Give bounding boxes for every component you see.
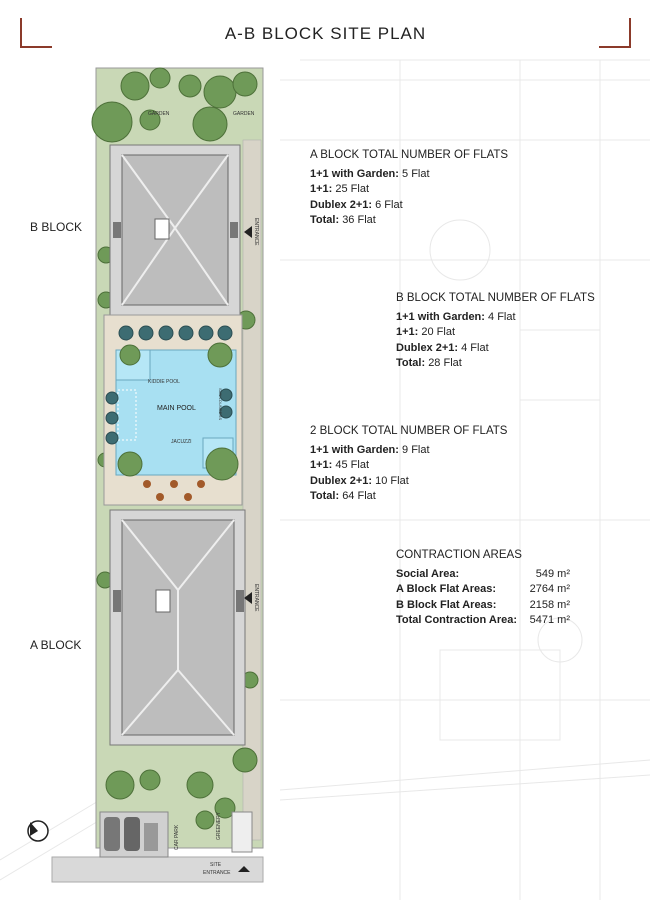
row-label: Total: (310, 490, 340, 502)
row-value: 10 Flat (375, 474, 409, 487)
garden-label-right: GARDEN (233, 111, 255, 117)
row-label: 1+1 with Garden: (310, 443, 399, 456)
row-label: Total: (396, 357, 426, 369)
garden-label-left: GARDEN (148, 111, 170, 117)
row-value: 64 Flat (342, 490, 376, 502)
kiddie-pool-label: KIDDIE POOL (148, 379, 180, 385)
area-value: 549 m² (535, 567, 570, 580)
page-title: A-B BLOCK SITE PLAN (224, 24, 427, 43)
sun-loungers-label: SUN LOUNGERS (218, 388, 223, 421)
row-label: Dublex 2+1: (310, 198, 373, 211)
a-block-heading: A BLOCK TOTAL NUMBER OF FLATS (310, 149, 509, 161)
a-block-info (310, 148, 508, 229)
entrance-label-b: ENTRANCE (253, 218, 259, 246)
row-value: 28 Flat (428, 357, 462, 369)
row-label: Total: (310, 214, 340, 226)
area-label: Social Area: (396, 567, 460, 580)
two-block-info (310, 424, 507, 505)
jacuzzi-label: JACUZZI (171, 439, 192, 445)
car-park-label: CAR PARK (174, 824, 180, 850)
north-arrow-icon (28, 821, 48, 841)
b-block-heading: B BLOCK TOTAL NUMBER OF FLATS (396, 292, 595, 304)
info-row (310, 489, 507, 505)
row-value: 4 Flat (488, 310, 516, 323)
info-row (396, 341, 595, 357)
contraction-areas-info (396, 548, 570, 629)
greenery-label: GREENERY (216, 812, 222, 840)
site-entrance-label-2: ENTRANCE (203, 870, 231, 876)
info-row (396, 310, 595, 326)
two-block-heading: 2 BLOCK TOTAL NUMBER OF FLATS (310, 425, 508, 437)
main-pool-label: MAIN POOL (157, 405, 196, 412)
info-row (310, 167, 508, 183)
access-road (52, 857, 263, 882)
info-row (396, 325, 595, 341)
info-row (310, 213, 508, 229)
row-value: 25 Flat (335, 183, 370, 195)
area-value: 2158 m² (529, 598, 570, 611)
a-block-building (110, 510, 245, 745)
row-value: 5 Flat (402, 167, 430, 180)
b-block-label: B BLOCK (30, 220, 83, 234)
info-row (396, 356, 595, 372)
row-value: 36 Flat (342, 214, 376, 226)
row-label: 1+1 with Garden: (396, 310, 485, 323)
info-row (310, 474, 507, 490)
row-label: Dublex 2+1: (396, 341, 459, 354)
row-value: 9 Flat (402, 443, 430, 456)
area-row (396, 582, 570, 598)
row-label: 1+1: (310, 459, 333, 471)
site-entrance-label-1: SITE (210, 862, 222, 868)
areas-heading: CONTRACTION AREAS (396, 549, 522, 561)
b-block-info (396, 291, 595, 372)
area-row (396, 567, 570, 583)
row-label: 1+1 with Garden: (310, 167, 399, 180)
row-value: 6 Flat (375, 198, 403, 211)
area-label: A Block Flat Areas: (396, 583, 497, 595)
row-value: 4 Flat (461, 341, 489, 354)
area-value: 5471 m² (529, 614, 570, 626)
area-label: Total Contraction Area: (396, 614, 518, 626)
info-row (310, 198, 508, 214)
info-row (310, 458, 507, 474)
info-row (310, 443, 507, 459)
row-label: 1+1: (396, 326, 419, 338)
area-label: B Block Flat Areas: (396, 598, 497, 611)
info-row (310, 182, 508, 198)
row-value: 45 Flat (335, 459, 370, 471)
entrance-label-a: ENTRANCE (253, 584, 259, 612)
area-value: 2764 m² (529, 583, 570, 595)
area-row (396, 613, 570, 629)
a-block-label: A BLOCK (30, 638, 82, 652)
area-row (396, 598, 570, 614)
row-label: 1+1: (310, 183, 333, 195)
row-label: Dublex 2+1: (310, 474, 373, 487)
row-value: 20 Flat (421, 326, 456, 338)
b-block-building (110, 145, 240, 315)
